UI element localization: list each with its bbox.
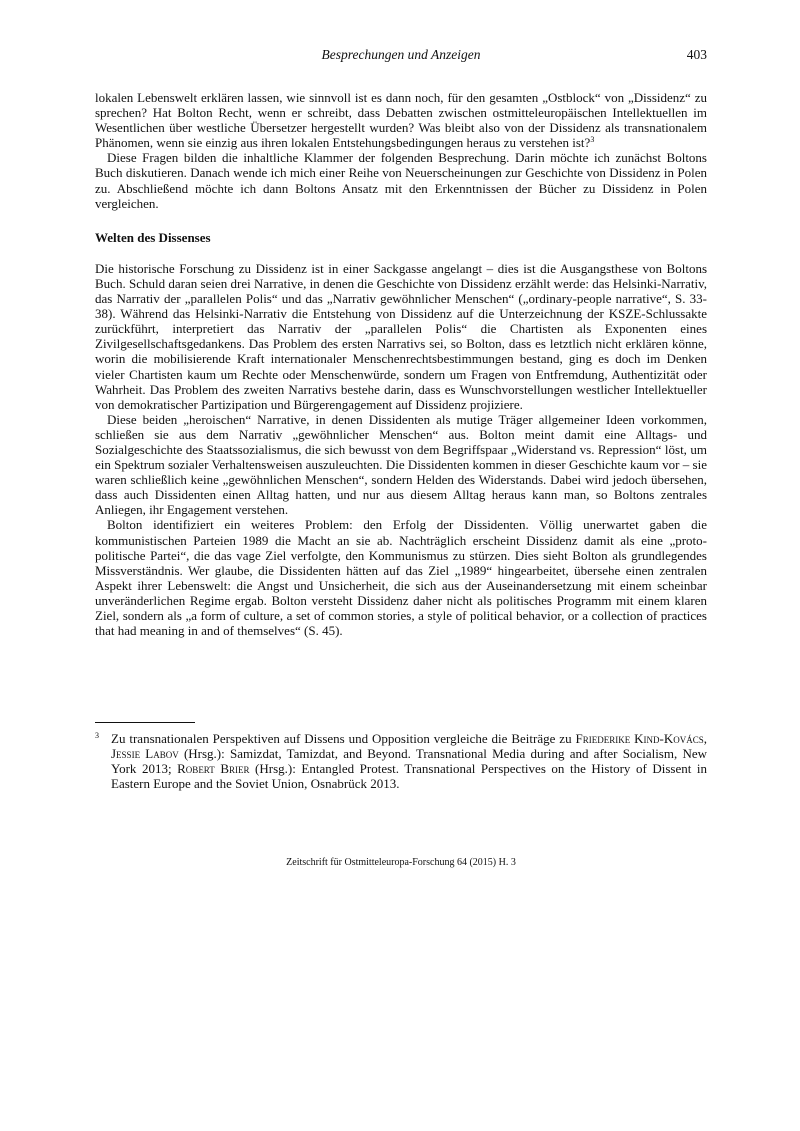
footnote-text	[111, 731, 707, 791]
footnote-text-3: (Hrsg.): Entangled Protest. Transnational Perspectives on the History of Dissent in Eastern Europe and the Soviet Union, Osnabrück 2013.	[111, 761, 708, 792]
footnote-divider	[95, 722, 195, 723]
footnote	[95, 731, 707, 791]
footnote-separator: ,	[703, 731, 707, 746]
footnote-text-1: Zu transnationalen Perspektiven auf Dissens und Opposition vergleiche die Beiträge zu	[111, 731, 576, 746]
footnote-author-1: Friederike Kind-Kovács	[575, 731, 704, 746]
footnote-author-2: Jessie Labov	[111, 746, 179, 762]
footnote-number: 3	[95, 731, 99, 740]
paragraph-1	[95, 90, 707, 150]
section-heading: Welten des Dissenses	[95, 229, 211, 245]
paragraph-5: Bolton identifiziert ein weiteres Problem: den Erfolg der Dissidenten. Völlig unerwartet gaben die kommunistischen Parteien 1989 die Macht an sie ab. Nachträglich erscheint Dissidenz damit als eine „proto-politische Partei“, die das vage Ziel verfolgte, den Kommunismus zu stürzen. Dies sieht Bolton als grundlegendes Missverständnis. Wer glaube, die Dissidenten hätten auf das Ziel „1989“ hingearbeitet, übersehe einen zentralen Aspekt ihrer Lebenswelt: die Angst und Unsicherheit, die sich aus der Auseinandersetzung mit einem scheinbar unveränderlichen Regime ergab. Bolton versteht Dissidenz daher nicht als politisches Programm mit einem klaren Ziel, sondern als „a form of culture, a set of common stories, a style of political behavior, or a collection of practices that had meaning in and of themselves“ (S. 45).	[95, 517, 707, 639]
journal-footer: Zeitschrift für Ostmitteleuropa-Forschung 64 (2015) H. 3	[286, 857, 516, 868]
paragraph-4: Diese beiden „heroischen“ Narrative, in denen Dissidenten als mutige Träger allgemeiner Ideen vorkommen, schließen sie aus dem Narrativ „gewöhnlicher Menschen“ aus. Bolton meint damit eine Alltags- und Sozialgeschichte des Staatssozialismus, die sich bewusst von dem Begriffspaar „Widerstand vs. Repression“ löst, um ein Spektrum sozialer Verhaltensweisen auszuleuchten. Die Dissidenten kommen in dieser Geschichte kaum vor – sie waren schließlich keine „gewöhnlichen Menschen“, sondern Helden des Widerstands. Dabei wird jedoch übersehen, dass auch Dissidenten einen Alltag hatten, und nur aus diesem Alltag heraus kann man, so Boltons zentrales Anliegen, ihr Engagement verstehen.	[95, 411, 707, 518]
footnote-author-3: Robert Brier	[177, 761, 250, 777]
running-title: Besprechungen und Anzeigen	[321, 47, 481, 62]
footnote-text-2: (Hrsg.): Samizdat, Tamizdat, and Beyond. Transnational Media during and after Socialism, New York 2013;	[111, 746, 707, 777]
body-text	[95, 90, 707, 638]
page-number: 403	[686, 47, 707, 62]
paragraph-3: Die historische Forschung zu Dissidenz ist in einer Sackgasse angelangt – dies ist die Ausgangsthese von Boltons Buch. Schuld daran seien drei Narrative, in denen die Geschichte von Dissidenz erzählt werde: das Helsinki-Narrativ, das Narrativ der „parallelen Polis“ und das „Narrativ gewöhnlicher Menschen“ („ordinary-people narrative“, S. 33-38). Während das Helsinki-Narrativ die Entstehung von Dissidenz auf die Unterzeichnung der KSZE-Schlussakte zurückführt, interpretiert das Narrativ der „parallelen Polis“ die Chartisten als Exponenten eines Zivilgesellschaftsgedankens. Das Problem des ersten Narrativs sei, so Bolton, dass es letztlich nicht erklären könne, worin die mobilisierende Kraft internationaler Menschenrechtsbestimmungen bestand, ging es doch im Denken vieler Chartisten kaum um Rechte oder Menschenwürde, sondern um Fragen von Entfremdung, Authentizität oder Wahrheit. Das Problem des zweiten Narrativs bestehe darin, dass es Wunschvorstellungen westlicher Intellektueller von demokratischer Partizipation und Bürgerengagement auf Dissidenz projiziere.	[95, 260, 707, 412]
running-head	[95, 47, 707, 67]
footnote-reference: 3	[590, 135, 595, 145]
paragraph-2: Diese Fragen bilden die inhaltliche Klammer der folgenden Besprechung. Darin möchte ich zunächst Boltons Buch diskutieren. Danach wende ich mich einer Reihe von Neuerscheinungen zur Geschichte von Dissidenz in Polen zu. Abschließend möchte ich dann Boltons Ansatz mit den Erkenntnissen der Bücher zu Dissidenz in Polen vergleichen.	[95, 150, 707, 211]
paragraph-1-text: lokalen Lebenswelt erklären lassen, wie sinnvoll ist es dann noch, für den gesamten „Ostblock“ von „Dissidenz“ zu sprechen? Hat Bolton Recht, wenn er schreibt, dass Debatten zwischen ostmitteleuropäischen Intellektuellen im Wesentlichen über westliche Übersetzer hergestellt wurden? Was bleibt also von der Dissidenz als transnationalem Phänomen, wenn sie einzig aus ihren lokalen Entstehungsbedingungen heraus zu verstehen ist?	[95, 90, 707, 151]
